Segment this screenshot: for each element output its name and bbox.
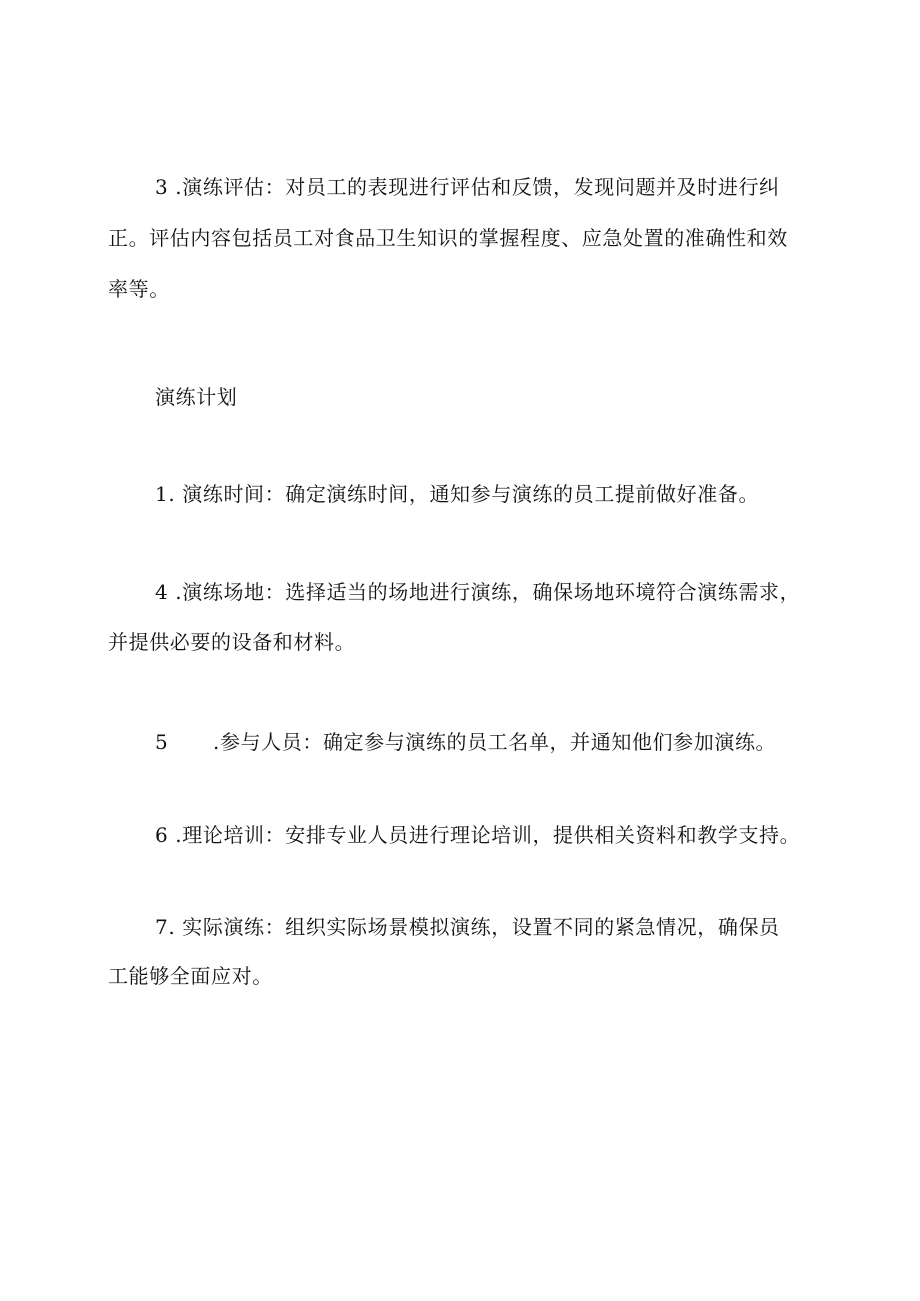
item-practice-line-1: 7. 实际演练：组织实际场景模拟演练，设置不同的紧急情况，确保员	[155, 915, 780, 939]
eval-line-2: 正。评估内容包括员工对食品卫生知识的掌握程度、应急处置的准确性和效	[108, 226, 788, 250]
eval-line-1: 3 .演练评估：对员工的表现进行评估和反馈，发现问题并及时进行纠	[155, 175, 780, 199]
item-venue-line-1: 4 .演练场地：选择适当的场地进行演练，确保场地环境符合演练需求，	[155, 580, 801, 604]
item-practice-line-2: 工能够全面应对。	[108, 964, 273, 988]
item-staff-text: .参与人员：确定参与演练的员工名单，并通知他们参加演练。	[213, 730, 777, 754]
plan-heading: 演练计划	[155, 385, 238, 409]
item-theory-line-1: 6 .理论培训：安排专业人员进行理论培训，提供相关资料和教学支持。	[155, 823, 801, 847]
item-venue-line-2: 并提供必要的设备和材料。	[108, 630, 356, 654]
item-staff-line-1	[155, 730, 776, 754]
eval-line-3: 率等。	[108, 277, 170, 301]
item-staff-number: 5	[155, 730, 169, 754]
item-time-line-1: 1. 演练时间：确定演练时间，通知参与演练的员工提前做好准备。	[155, 482, 760, 506]
